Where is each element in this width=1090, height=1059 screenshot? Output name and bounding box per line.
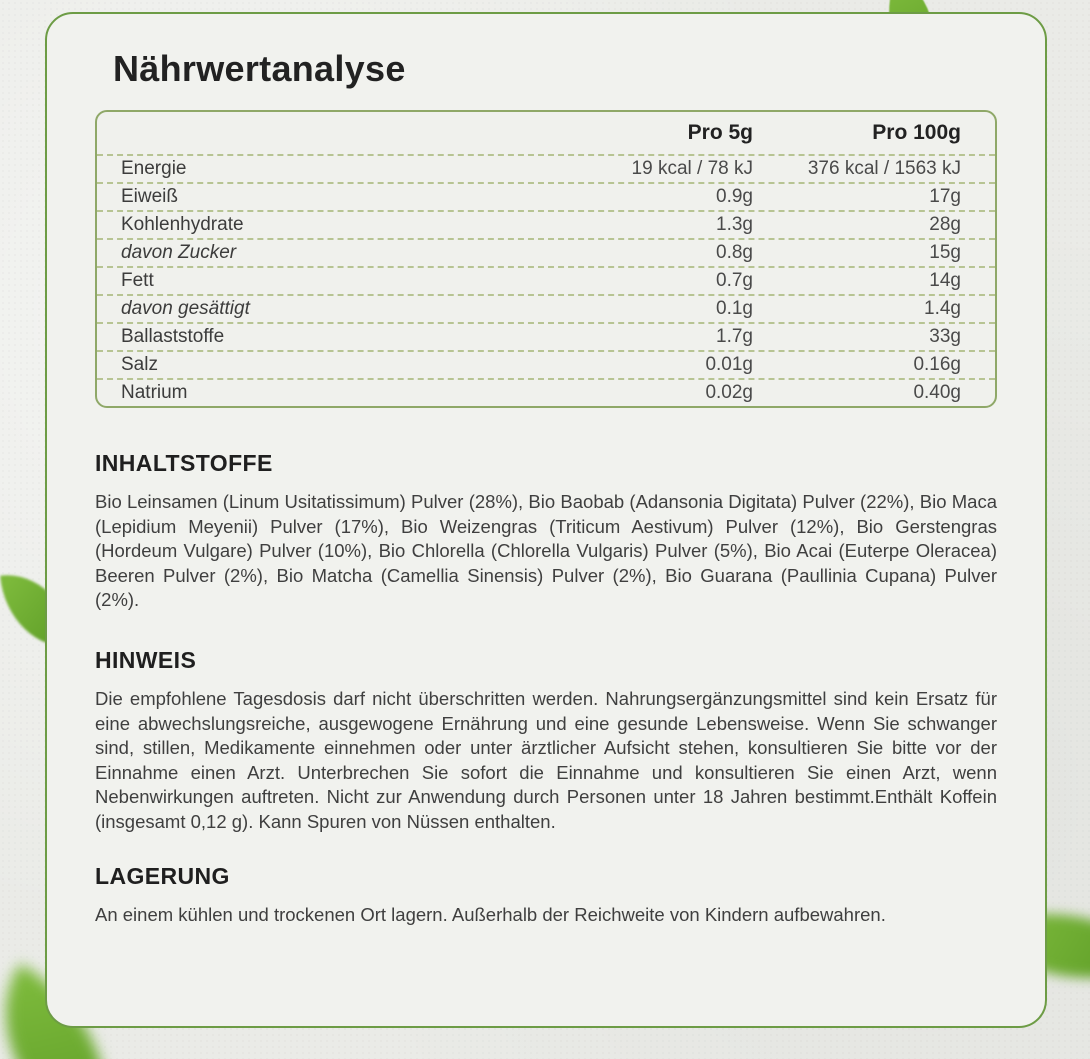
table-row xyxy=(97,322,995,350)
info-card xyxy=(45,12,1047,1028)
value-per-5g: 19 kcal / 78 kJ xyxy=(631,158,753,179)
column-header-per-100g: Pro 100g xyxy=(872,121,961,144)
table-row xyxy=(97,182,995,210)
value-per-5g: 0.9g xyxy=(716,186,753,207)
nutrient-label: davon Zucker xyxy=(121,242,237,263)
nutrient-label: Kohlenhydrate xyxy=(121,214,244,235)
value-per-100g: 0.40g xyxy=(913,382,961,403)
value-per-5g: 0.1g xyxy=(716,298,753,319)
value-per-5g: 0.01g xyxy=(705,354,753,375)
page-title: Nährwertanalyse xyxy=(113,48,406,89)
table-body xyxy=(97,154,995,406)
nutrient-label: davon gesättigt xyxy=(121,298,250,319)
ingredients-heading: INHALTSTOFFE xyxy=(95,450,273,476)
table-row xyxy=(97,210,995,238)
table-header-row xyxy=(97,112,995,154)
storage-text: An einem kühlen und trockenen Ort lagern. Außerhalb der Reichweite von Kindern aufbewahren. xyxy=(95,903,886,925)
value-per-100g: 33g xyxy=(929,326,961,347)
nutrient-label: Natrium xyxy=(121,382,188,403)
nutrition-table xyxy=(95,110,997,408)
ingredients-text: Bio Leinsamen (Linum Usitatissimum) Pulver (28%), Bio Baobab (Adansonia Digitata) Pulver (22%), Bio Maca (Lepidium Meyenii) Pulver (17%), Bio Weizengras (Triticum Aestivum) Pulver (12%), Bio Gerstengras (Hordeum Vulgare) Pulver (10%), Bio Chlorella (Chlorella Vulgaris) Pulver (5%), Bio Acai (Euterpe Oleracea) Beeren Pulver (2%), Bio Matcha (Camellia Sinensis) Pulver (2%), Bio Guarana (Paullinia Cupana) Pulver (2%). xyxy=(95,491,997,611)
notice-section xyxy=(95,647,997,835)
nutrient-label: Eiweiß xyxy=(121,186,179,207)
value-per-100g: 0.16g xyxy=(913,354,961,375)
nutrient-label: Salz xyxy=(121,354,158,375)
table-row xyxy=(97,154,995,182)
table-row xyxy=(97,294,995,322)
value-per-100g: 28g xyxy=(929,214,961,235)
nutrient-label: Energie xyxy=(121,158,187,179)
table-row xyxy=(97,350,995,378)
table-row xyxy=(97,238,995,266)
ingredients-section xyxy=(95,450,997,613)
value-per-100g: 17g xyxy=(929,186,961,207)
storage-heading: LAGERUNG xyxy=(95,862,230,889)
value-per-5g: 0.02g xyxy=(705,382,753,403)
value-per-100g: 15g xyxy=(929,242,961,263)
nutrient-label: Ballaststoffe xyxy=(121,326,225,347)
value-per-100g: 14g xyxy=(929,270,961,291)
value-per-5g: 0.8g xyxy=(716,242,753,263)
value-per-5g: 1.3g xyxy=(716,214,753,235)
storage-section xyxy=(95,863,997,928)
table-row xyxy=(97,378,995,406)
nutrient-label: Fett xyxy=(121,270,154,291)
table-row xyxy=(97,266,995,294)
value-per-5g: 1.7g xyxy=(716,326,753,347)
value-per-5g: 0.7g xyxy=(716,270,753,291)
value-per-100g: 376 kcal / 1563 kJ xyxy=(807,158,961,179)
notice-heading: HINWEIS xyxy=(95,646,197,673)
column-header-per-5g: Pro 5g xyxy=(687,121,753,144)
notice-text: Die empfohlene Tagesdosis darf nicht überschritten werden. Nahrungsergänzungsmittel sind kein Ersatz für eine abwechslungsreiche, ausgewogene Ernährung und eine gesunde Lebensweise. Wenn Sie schwanger sind, stillen, Medikamente einnehmen oder unter ärztlicher Aufsicht stehen, konsultieren Sie bitte vor der Einnahme einen Arzt. Unterbrechen Sie sofort die Einnahme und konsultieren Sie einen Arzt, wenn Nebenwirkungen auftreten. Nicht zur Anwendung durch Personen unter 18 Jahren bestimmt.Enthält Koffein (insgesamt 0,12 g). Kann Spuren von Nüssen enthalten. xyxy=(95,687,997,832)
value-per-100g: 1.4g xyxy=(924,298,961,319)
